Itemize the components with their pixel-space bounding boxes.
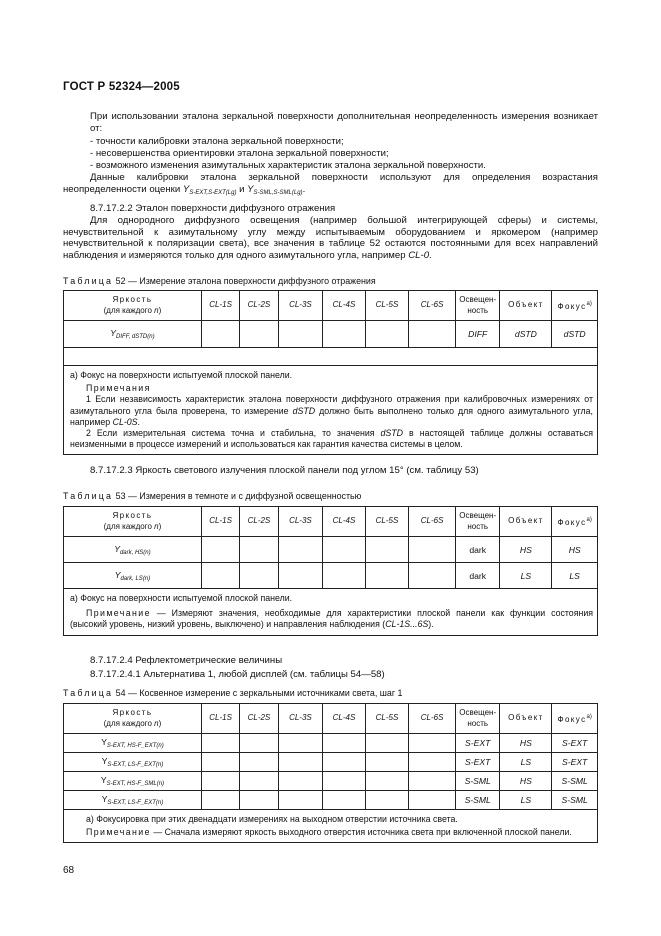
table-52-footnote-a: а) Фокус на поверхности испытуемой плоской панели. xyxy=(70,370,293,380)
col-cl-6s: CL-6S xyxy=(409,507,456,537)
table-53-footnote-a: а) Фокус на поверхности испытуемой плоской панели. xyxy=(70,593,293,603)
col-object xyxy=(500,704,552,734)
row-focus: S-SML xyxy=(552,791,598,810)
col-brightness-sub: (для каждого xyxy=(103,718,155,728)
col-object xyxy=(500,291,552,321)
col-brightness-label: Яркость xyxy=(112,295,153,304)
table-52-note-2 xyxy=(70,428,593,450)
row-y-sub: S-EXT, HS-F_SML(n) xyxy=(106,781,165,787)
col-cl-1s: CL-1S xyxy=(201,507,239,537)
bullet-1: - точности калибровки эталона зеркальной поверхности; xyxy=(90,136,344,147)
col-brightness-label: Яркость xyxy=(112,708,153,717)
row-illuminance: DIFF xyxy=(455,321,500,348)
table-53-note xyxy=(70,608,593,630)
row-focus: dSTD xyxy=(552,321,598,348)
row-y-sub: S-EXT, LS-F_EXT(n) xyxy=(107,800,164,806)
bullet-2: - несовершенства ориентировки эталона зеркальной поверхности; xyxy=(90,148,389,159)
table-54-note-text: — Сначала измеряют яркость выходного отверстия источника света при включенной плоской панели. xyxy=(150,827,572,838)
table-52-notes xyxy=(64,366,598,455)
col-focus xyxy=(552,507,598,537)
note1-it2: CL-0S xyxy=(112,416,138,427)
col-brightness xyxy=(64,704,202,734)
col-brightness xyxy=(64,291,202,321)
section-8-7-17-2-3: 8.7.17.2.3 Яркость светового излучения плоской панели под углом 15° (см. таблицу 53) xyxy=(90,465,479,476)
section-8-7-17-2-2: 8.7.17.2.2 Эталон поверхности диффузного отражения xyxy=(90,203,336,214)
table-52-word: Таблица xyxy=(63,276,114,286)
col-cl-3s: CL-3S xyxy=(278,507,323,537)
intro-paragraph-1 xyxy=(90,111,598,134)
intro-paragraph-3 xyxy=(63,215,598,261)
note1-it: dSTD xyxy=(292,405,316,416)
col-object-label: Объект xyxy=(508,300,544,310)
row-y: Y xyxy=(100,775,107,785)
col-object xyxy=(500,507,552,537)
col-focus xyxy=(552,291,598,321)
table-53 xyxy=(63,506,598,636)
col-cl-4s: CL-4S xyxy=(323,704,366,734)
col-cl-5s: CL-5S xyxy=(365,291,409,321)
table-53-note-heading: Примечание xyxy=(86,608,151,619)
row-label xyxy=(64,753,202,772)
table-row xyxy=(64,791,598,810)
row-illuminance: S-SML xyxy=(455,791,500,810)
intro-p2-text: Данные калибровки эталона зеркальной поверхности используют для определения возрастания неопределенности оценки xyxy=(63,172,598,195)
row-illuminance: S-EXT xyxy=(455,734,500,753)
col-brightness-n: n xyxy=(154,305,159,315)
row-y-sub: DIFF, dSTD(n) xyxy=(116,334,155,340)
table-52-title: 52 — Измерение эталона поверхности диффузного отражения xyxy=(113,276,376,286)
table-52-note-1 xyxy=(70,394,593,428)
col-cl-3s: CL-3S xyxy=(278,291,323,321)
col-cl-5s: CL-5S xyxy=(365,704,409,734)
note1-a: 1 Если независимость характеристик эталона поверхности диффузного отражения при калибровочных измерениях от азимутального угла была проверена, то измерение xyxy=(70,394,593,416)
col-illuminance xyxy=(455,704,500,734)
col-brightness-n: n xyxy=(154,521,159,531)
row-y: Y xyxy=(101,756,108,766)
col-cl-4s: CL-4S xyxy=(323,507,366,537)
col-object-label: Объект xyxy=(508,713,544,723)
row-label xyxy=(64,791,202,810)
table-52-header xyxy=(64,291,598,321)
row-focus: HS xyxy=(552,537,598,563)
col-cl-2s: CL-2S xyxy=(240,704,278,734)
section-8-7-17-2-4: 8.7.17.2.4 Рефлектометрические величины xyxy=(90,655,283,666)
table-54-caption xyxy=(63,688,403,699)
col-focus-label: Фокус xyxy=(557,714,587,724)
intro-p3-end: . xyxy=(429,249,432,261)
intro-y1: Y xyxy=(182,183,190,195)
table-54-notes xyxy=(64,810,598,843)
row-y-sub: dark, HS(n) xyxy=(119,549,151,556)
col-focus-label: Фокус xyxy=(557,301,587,311)
row-y: Y xyxy=(114,569,121,580)
intro-y2-sub: S-SML,S-SML(Lg) xyxy=(253,189,303,196)
col-illuminance-a: Освещен- xyxy=(459,708,497,717)
row-object: LS xyxy=(500,563,552,589)
row-illuminance: S-SML xyxy=(455,772,500,791)
table-54-note xyxy=(70,827,593,838)
table-row xyxy=(64,563,598,589)
col-cl-1s: CL-1S xyxy=(201,291,239,321)
table-53-note-text: — Измеряют значения, необходимые для характеристики плоской панели как функции состояния (высокий уровень, низкий уровень, выключено) и направления наблюдения ( xyxy=(70,608,593,630)
note2-a: 2 Если измерительная система точна и стабильна, то значения xyxy=(86,428,381,439)
table-52 xyxy=(63,290,598,455)
col-cl-1s: CL-1S xyxy=(201,704,239,734)
row-label xyxy=(64,563,202,589)
row-focus: S-EXT xyxy=(552,734,598,753)
intro-paragraph-2 xyxy=(63,172,598,199)
row-label xyxy=(64,537,202,563)
row-y-sub: S-EXT, HS-F_EXT(n) xyxy=(106,743,164,749)
col-cl-3s: CL-3S xyxy=(278,704,323,734)
table-row xyxy=(64,321,598,348)
table-53-caption xyxy=(63,491,361,502)
row-y-sub: S-EXT, LS-F_EXT(n) xyxy=(107,762,164,768)
table-54-header xyxy=(64,704,598,734)
note1-c: . xyxy=(137,416,140,427)
col-illuminance-a: Освещен- xyxy=(459,511,497,520)
col-focus-sup: а) xyxy=(586,516,592,523)
row-y: Y xyxy=(101,794,108,804)
row-y: Y xyxy=(101,737,107,747)
row-focus: S-SML xyxy=(552,772,598,791)
col-illuminance-b: ность xyxy=(467,718,489,728)
document-header: ГОСТ Р 52324—2005 xyxy=(63,81,180,93)
row-y: Y xyxy=(110,328,117,338)
table-54-note-cell xyxy=(64,810,598,843)
bullet-3: - возможного изменения азимутальных характеристик эталона зеркальной поверхности. xyxy=(90,160,486,171)
table-53-note-cell xyxy=(64,589,598,636)
table-54-title: 54 — Косвенное измерение с зеркальными источниками света, шаг 1 xyxy=(113,688,403,698)
row-focus: LS xyxy=(552,563,598,589)
col-cl-2s: CL-2S xyxy=(240,291,278,321)
table-row xyxy=(64,537,598,563)
row-object: HS xyxy=(500,734,552,753)
table-53-notes xyxy=(64,589,598,636)
table-54 xyxy=(63,703,598,843)
row-illuminance: dark xyxy=(455,537,500,563)
note1-b: должно быть выполнено только для одного азимутального угла, например xyxy=(70,405,593,427)
table-54-note-heading: Примечание xyxy=(86,827,151,838)
col-cl-6s: CL-6S xyxy=(409,291,456,321)
col-brightness-sub: (для каждого xyxy=(103,521,155,531)
intro-p3-italic: CL-0 xyxy=(408,249,430,261)
col-focus xyxy=(552,704,598,734)
table-53-note-it: CL-1S...6S xyxy=(385,619,429,630)
col-focus-sup: а) xyxy=(586,300,592,307)
col-brightness-label: Яркость xyxy=(112,511,153,520)
col-illuminance xyxy=(455,507,500,537)
row-object: HS xyxy=(500,772,552,791)
col-brightness-end: ) xyxy=(158,718,162,728)
page-number: 68 xyxy=(63,865,75,876)
col-cl-6s: CL-6S xyxy=(409,704,456,734)
row-object: HS xyxy=(500,537,552,563)
col-brightness-n: n xyxy=(154,718,159,728)
table-53-header xyxy=(64,507,598,537)
table-53-title: 53 — Измерения в темноте и с диффузной освещенностью xyxy=(113,491,362,501)
col-focus-label: Фокус xyxy=(557,517,587,527)
col-illuminance xyxy=(455,291,500,321)
row-illuminance: S-EXT xyxy=(455,753,500,772)
table-53-word: Таблица xyxy=(63,491,114,501)
row-label xyxy=(64,734,202,753)
col-object-label: Объект xyxy=(508,516,544,526)
intro-y1-sub: S-EXT,S-EXT(Lg) xyxy=(189,189,237,196)
row-object: LS xyxy=(500,791,552,810)
note2-it: dSTD xyxy=(380,428,404,439)
row-y: Y xyxy=(114,543,120,554)
col-illuminance-a: Освещен- xyxy=(459,295,497,304)
table-row xyxy=(64,772,598,791)
row-label xyxy=(64,772,202,791)
row-focus: S-EXT xyxy=(552,753,598,772)
table-52-caption xyxy=(63,276,376,287)
intro-y2: Y xyxy=(247,183,254,195)
col-brightness-sub: (для каждого xyxy=(103,305,155,315)
intro-p3-text: Для однородного диффузного освещения (например большой интегрирующей сферы) и системы, нечувствительной к азимутальному углу между испытываемым оборудованием и яркомером (например нечувствительной к поляризации света), все значения в таблице 52 остаются постоянными для всех направлений наблюдения и измеряются только для одного азимутального угла, например xyxy=(63,215,598,261)
intro-p2-end: . xyxy=(302,183,306,195)
row-object: dSTD xyxy=(500,321,552,348)
note2-b: в настоящей таблице должны оставаться неизменными в процессе измерений и использоваться как гарантия качества системы в целом. xyxy=(70,428,593,450)
table-52-notes-heading: Примечания xyxy=(86,383,151,394)
table-54-word: Таблица xyxy=(63,688,114,698)
col-brightness-end: ) xyxy=(158,521,162,531)
table-54-footnote-a: а) Фокусировка при этих двенадцати измерениях на выходном отверстии источника света. xyxy=(86,814,458,824)
table-row xyxy=(64,753,598,772)
col-cl-4s: CL-4S xyxy=(323,291,366,321)
col-cl-5s: CL-5S xyxy=(365,507,409,537)
col-illuminance-b: ность xyxy=(467,305,489,315)
table-row xyxy=(64,734,598,753)
table-52-note-cell xyxy=(64,366,598,455)
intro-and: и xyxy=(236,183,248,195)
row-y-sub: dark, LS(n) xyxy=(120,575,151,582)
table-53-note-end: ). xyxy=(428,619,434,630)
col-illuminance-b: ность xyxy=(467,521,489,531)
row-object: LS xyxy=(500,753,552,772)
row-label xyxy=(64,321,202,348)
col-cl-2s: CL-2S xyxy=(240,507,278,537)
intro-text-1: При использовании эталона зеркальной поверхности дополнительная неопределенность измерения возникает от: xyxy=(90,111,598,134)
col-focus-sup: а) xyxy=(586,713,592,720)
col-brightness xyxy=(64,507,202,537)
col-brightness-end: ) xyxy=(158,305,162,315)
row-illuminance: dark xyxy=(455,563,500,589)
section-8-7-17-2-4-1: 8.7.17.2.4.1 Альтернатива 1, любой дисплей (см. таблицы 54—58) xyxy=(90,669,385,680)
